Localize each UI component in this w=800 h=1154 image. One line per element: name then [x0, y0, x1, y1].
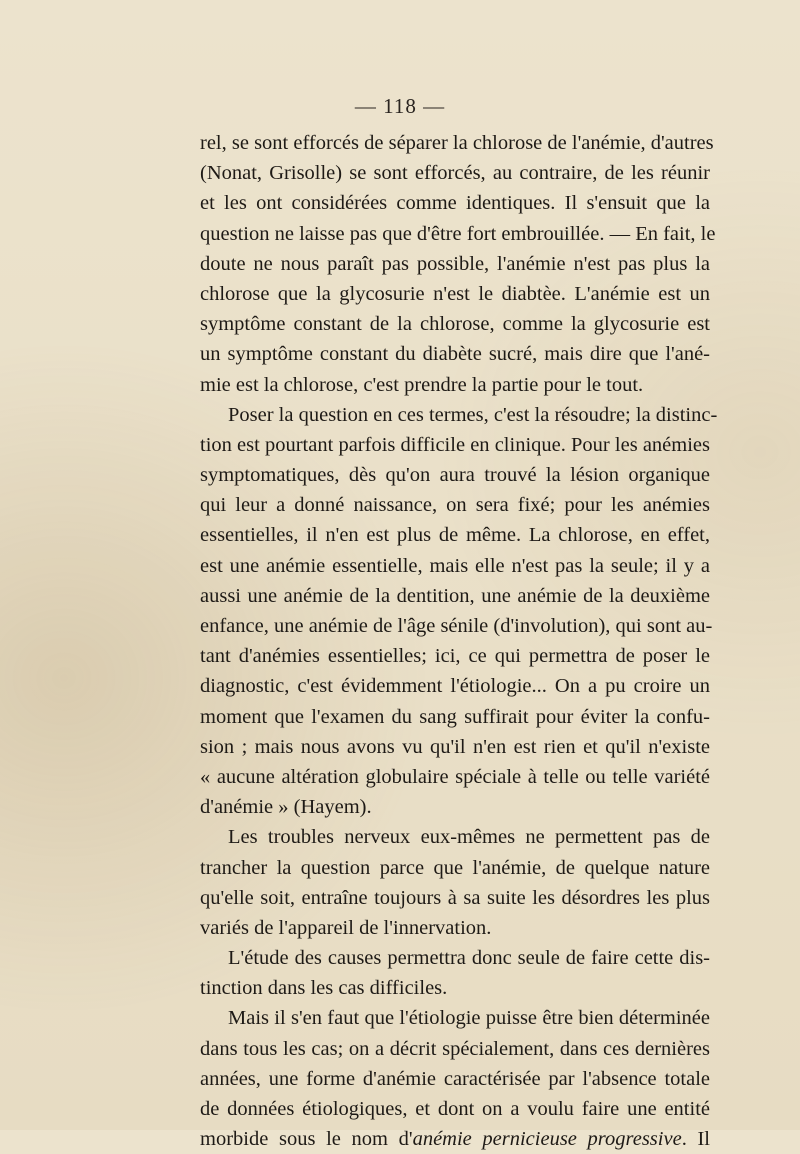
text-line: chlorose que la glycosurie n'est le diabtèe. L'anémie est un: [200, 282, 710, 305]
emphasized-term: anémie pernicieuse progressive: [412, 1128, 682, 1151]
text-line: rel, se sont efforcés de séparer la chlorose de l'anémie, d'autres: [200, 132, 714, 154]
text-line: d'anémie » (Hayem).: [200, 796, 372, 819]
text-line: question ne laisse pas que d'être fort embrouillée. — En fait, le: [200, 222, 716, 245]
text-line: dans tous les cas; on a décrit spécialement, dans ces dernières: [200, 1037, 710, 1060]
text-line: qui leur a donné naissance, on sera fixé; pour les anémies: [200, 494, 710, 517]
text-line: de données étiologiques, et dont on a voulu faire une entité: [200, 1098, 710, 1120]
line-text: morbide sous le nom d': [200, 1128, 413, 1151]
text-line: sion ; mais nous avons vu qu'il n'en est rien et qu'il n'existe: [200, 735, 710, 758]
line-text-after: . Il: [681, 1128, 710, 1151]
text-line: tion est pourtant parfois difficile en clinique. Pour les anémies: [200, 433, 710, 456]
text-line: trancher la question parce que l'anémie, de quelque nature: [200, 856, 710, 879]
text-line-final: [200, 1124, 710, 1154]
page-number: — 118 —: [354, 94, 446, 118]
text-line: et les ont considérées comme identiques. Il s'ensuit que la: [200, 192, 710, 215]
text-line: Mais il s'en faut que l'étiologie puisse être bien déterminée: [228, 1007, 710, 1030]
text-line: L'étude des causes permettra donc seule de faire cette dis-: [228, 947, 710, 970]
text-line: tant d'anémies essentielles; ici, ce qui permettra de poser le: [200, 645, 710, 668]
text-line: enfance, une anémie de l'âge sénile (d'involution), qui sont au-: [200, 615, 713, 637]
body-text: [200, 128, 718, 1154]
text-line: Les troubles nerveux eux-mêmes ne permettent pas de: [228, 826, 710, 849]
text-line: années, une forme d'anémie caractérisée par l'absence totale: [200, 1067, 710, 1090]
text-line: Poser la question en ces termes, c'est la résoudre; la distinc-: [228, 403, 718, 426]
text-line: diagnostic, c'est évidemment l'étiologie... On a pu croire un: [200, 675, 710, 698]
text-line: tinction dans les cas difficiles.: [200, 977, 448, 1000]
text-line: un symptôme constant du diabète sucré, mais dire que l'ané-: [200, 343, 710, 366]
text-line: aussi une anémie de la dentition, une anémie de la deuxième: [200, 584, 710, 607]
text-line: essentielles, il n'en est plus de même. La chlorose, en effet,: [200, 524, 710, 547]
text-line: est une anémie essentielle, mais elle n'est pas la seule; il y a: [200, 554, 710, 577]
text-line: (Nonat, Grisolle) se sont efforcés, au contraire, de les réunir: [200, 162, 710, 185]
text-line: doute ne nous paraît pas possible, l'anémie n'est pas plus la: [200, 252, 710, 275]
text-line: mie est la chlorose, c'est prendre la partie pour le tout.: [200, 373, 644, 396]
text-line: qu'elle soit, entraîne toujours à sa suite les désordres les plus: [200, 886, 710, 909]
text-line: « aucune altération globulaire spéciale à telle ou telle variété: [200, 765, 710, 788]
text-line: moment que l'examen du sang suffirait pour éviter la confu-: [200, 705, 710, 728]
text-line: symptôme constant de la chlorose, comme la glycosurie est: [200, 313, 710, 336]
text-line: variés de l'appareil de l'innervation.: [200, 916, 492, 939]
text-line: symptomatiques, dès qu'on aura trouvé la lésion organique: [200, 464, 710, 487]
